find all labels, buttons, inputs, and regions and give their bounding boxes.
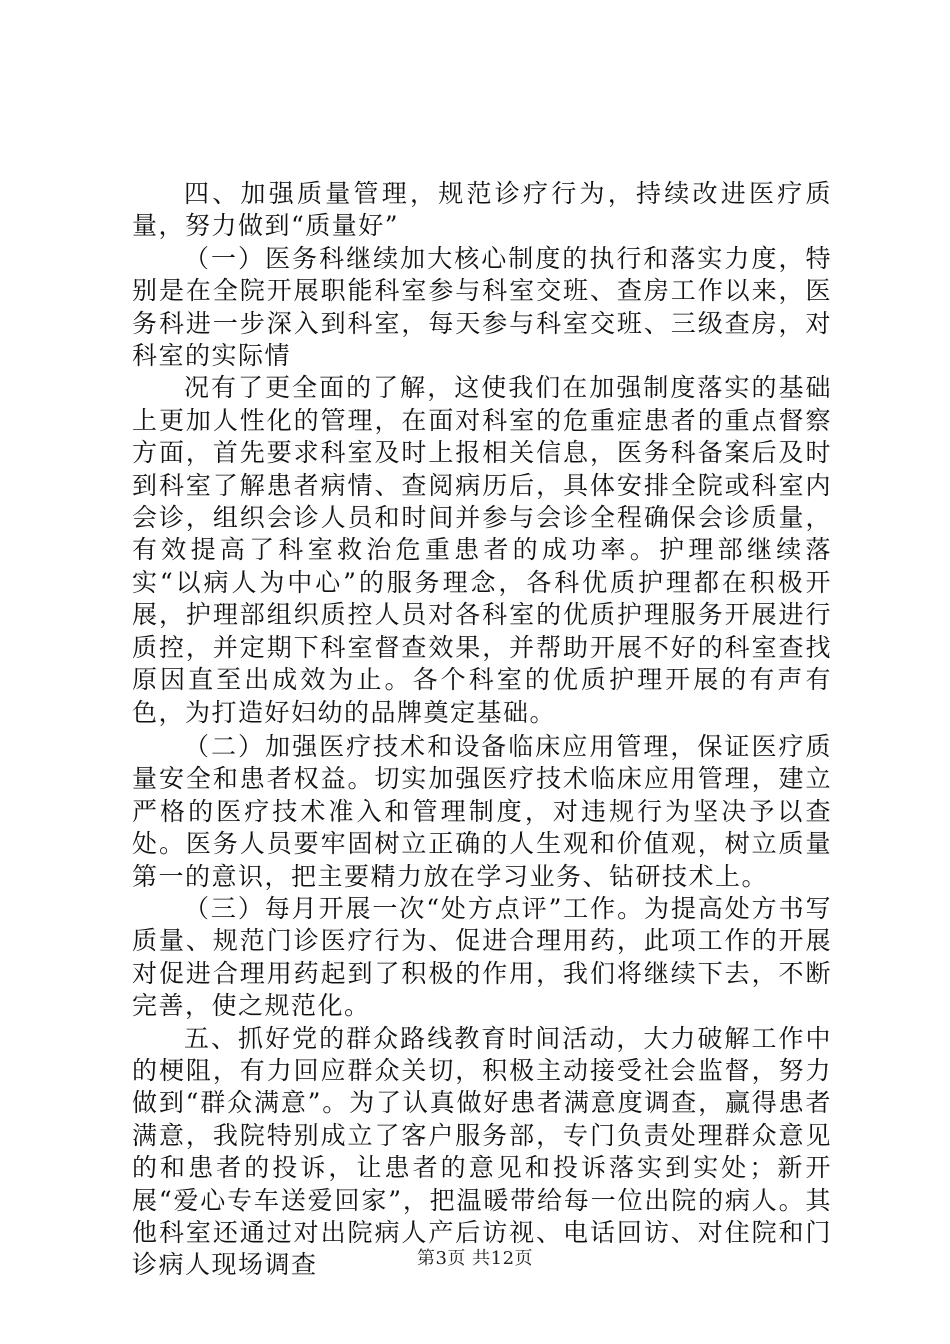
paragraph-item-one: （一）医务科继续加大核心制度的执行和落实力度，特别是在全院开展职能科室参与科室交班、查房工作以来，医务科进一步深入到科室，每天参与科室交班、三级查房，对科室的实际情 [132, 243, 832, 371]
paragraph-item-three: （三）每月开展一次“处方点评”工作。为提高处方书写质量、规范门诊医疗行为、促进合理用药，此项工作的开展对促进合理用药起到了积极的作用，我们将继续下去，不断完善，使之规范化。 [132, 893, 832, 1021]
paragraph-continuation: 况有了更全面的了解，这使我们在加强制度落实的基础上更加人性化的管理，在面对科室的危重症患者的重点督察方面，首先要求科室及时上报相关信息，医务科备案后及时到科室了解患者病情、查阅病历后，具体安排全院或科室内会诊，组织会诊人员和时间并参与会诊全程确保会诊质量，有效提高了科室救治危重患者的成功率。护理部继续落实“以病人为中心”的服务理念，各科优质护理都在积极开展，护理部组织质控人员对各科室的优质护理服务开展进行质控，并定期下科室督查效果，并帮助开展不好的科室查找原因直至出成效为止。各个科室的优质护理开展的有声有色，为打造好妇幼的品牌奠定基础。 [132, 373, 832, 727]
section-heading-five: 五、抓好党的群众路线教育时间活动，大力破解工作中的梗阻，有力回应群众关切，积极主动接受社会监督，努力做到“群众满意”。为了认真做好患者满意度调查，赢得患者满意，我院特别成立了客户服务部，专门负责处理群众意见的和患者的投诉，让患者的意见和投诉落实到实处；新开展“爱心专车送爱回家”，把温暖带给每一位出院的病人。其他科室还通过对出院病人产后访视、电话回访、对住院和门诊病人现场调查 [132, 1023, 832, 1280]
paragraph-item-two: （二）加强医疗技术和设备临床应用管理，保证医疗质量安全和患者权益。切实加强医疗技术临床应用管理，建立严格的医疗技术准入和管理制度，对违规行为坚决予以查处。医务人员要牢固树立正确的人生观和价值观，树立质量第一的意识，把主要精力放在学习业务、钻研技术上。 [132, 731, 832, 891]
page-number-footer: 第3页 共12页 [416, 1248, 534, 1269]
document-body [132, 178, 832, 1282]
section-heading-four: 四、加强质量管理，规范诊疗行为，持续改进医疗质量，努力做到“质量好” [132, 179, 832, 241]
